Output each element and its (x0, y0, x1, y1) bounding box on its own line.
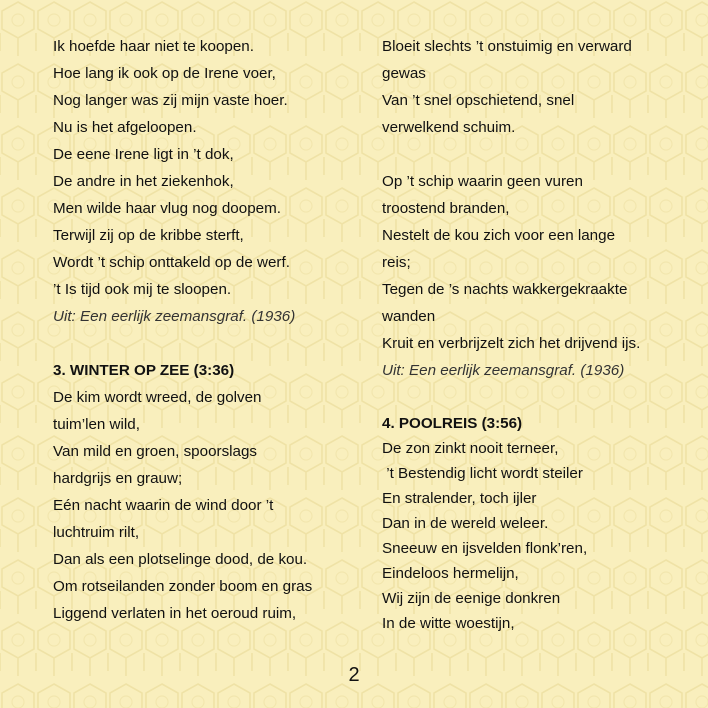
poem-line: Bloeit slechts ’t onstuimig en verward (382, 38, 632, 55)
poem-line: reis; (382, 254, 411, 271)
poem-line: Van mild en groen, spoorslags (53, 443, 258, 460)
poem-line: De zon zinkt nooit terneer, (382, 440, 559, 457)
poem-line: hardgrijs en grauw; (53, 470, 183, 487)
stanza-gap (53, 330, 353, 357)
poem-line: luchtruim rilt, (53, 524, 140, 541)
poem-line: De andre in het ziekenhok, (53, 173, 234, 190)
poem-line: Nog langer was zij mijn vaste hoer. (53, 92, 288, 109)
poem-stanza (382, 33, 682, 141)
poem-stanza (382, 168, 682, 357)
poem-line: Terwijl zij op de kribbe sterft, (53, 227, 244, 244)
source-citation: Uit: Een eerlijk zeemansgraf. (1936) (53, 308, 296, 325)
poem-line: De eene Irene ligt in ’t dok, (53, 146, 234, 163)
poem-stanza (53, 384, 353, 627)
poem-line: Eindeloos hermelijn, (382, 565, 519, 582)
poem-line: Liggend verlaten in het oeroud ruim, (53, 605, 297, 622)
poem-line: Dan als een plotselinge dood, de kou. (53, 551, 308, 568)
poem-line: ’t Is tijd ook mij te sloopen. (53, 281, 232, 298)
stanza-gap (382, 384, 682, 411)
poem-line: Hoe lang ik ook op de Irene voer, (53, 65, 276, 82)
section-heading: 4. POOLREIS (3:56) (382, 415, 523, 432)
poem-line: Ik hoefde haar niet te koopen. (53, 38, 254, 55)
poem-line: verwelkend schuim. (382, 119, 516, 136)
poem-stanza (382, 436, 682, 636)
poem-line: Men wilde haar vlug nog doopem. (53, 200, 281, 217)
poem-line: Tegen de ’s nachts wakkergekraakte (382, 281, 628, 298)
poem-line: En stralender, toch ijler (382, 490, 537, 507)
right-column (382, 33, 682, 636)
poem-line: tuim’len wild, (53, 416, 140, 433)
poem-line: Nestelt de kou zich voor een lange (382, 227, 616, 244)
poem-line: troostend branden, (382, 200, 510, 217)
poem-line: Nu is het afgeloopen. (53, 119, 197, 136)
poem-line: Van ’t snel opschietend, snel (382, 92, 575, 109)
poem-line: gewas (382, 65, 426, 82)
poem-line: Kruit en verbrijzelt zich het drijvend ijs. (382, 335, 641, 352)
poem-line: ’t Bestendig licht wordt steiler (382, 465, 583, 482)
poem-line: Sneeuw en ijsvelden flonk’ren, (382, 540, 588, 557)
poem-line: Dan in de wereld weleer. (382, 515, 549, 532)
poem-line: wanden (382, 308, 436, 325)
poem-line: In de witte woestijn, (382, 615, 515, 632)
poem-line: Wordt ’t schip onttakeld op de werf. (53, 254, 290, 271)
source-citation: Uit: Een eerlijk zeemansgraf. (1936) (382, 362, 625, 379)
left-column (53, 33, 353, 627)
poem-line: Wij zijn de eenige donkren (382, 590, 561, 607)
section-heading: 3. WINTER OP ZEE (3:36) (53, 362, 235, 379)
page-number: 2 (348, 664, 360, 686)
poem-stanza (53, 33, 353, 303)
poem-line: Op ’t schip waarin geen vuren (382, 173, 583, 190)
poem-line: De kim wordt wreed, de golven (53, 389, 262, 406)
poem-line: Eén nacht waarin de wind door ’t (53, 497, 274, 514)
stanza-gap (382, 141, 682, 168)
poem-line: Om rotseilanden zonder boom en gras (53, 578, 313, 595)
